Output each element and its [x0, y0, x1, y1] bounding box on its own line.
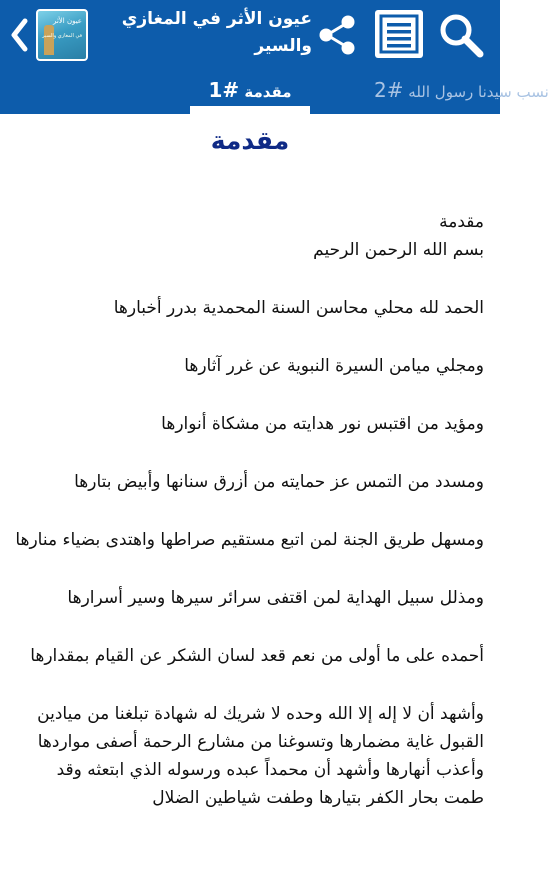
search-icon: [436, 10, 486, 60]
book-cover-thumbnail[interactable]: [36, 9, 88, 61]
paragraph: ومسهل طريق الجنة لمن اتبع مستقيم صراطها واهتدى بضياء منارها: [15, 530, 484, 550]
cover-art-tower: [44, 25, 54, 55]
paragraph: بسم الله الرحمن الرحيم: [313, 240, 484, 260]
chevron-left-icon: [10, 17, 30, 53]
tab-number: #2: [374, 78, 404, 102]
app-title: عيون الأثر في المغازي والسير: [121, 9, 312, 56]
chapter-text: [12, 208, 484, 842]
chapter-content[interactable]: [0, 114, 500, 889]
tab-chapter-2[interactable]: [374, 70, 549, 114]
back-button[interactable]: [8, 14, 32, 56]
paragraph: ومجلي ميامن السيرة النبوية عن غرر آثارها: [184, 356, 484, 376]
paragraph: ومذلل سبيل الهداية لمن اقتفى سرائر سيرها وسير أسرارها: [67, 588, 484, 608]
paragraph: ومؤيد من اقتبس نور هدايته من مشكاة أنوارها: [161, 414, 484, 434]
tab-label: نسب سيدنا رسول الله: [408, 83, 549, 101]
cover-title: عيون الأثر: [52, 17, 82, 25]
tab-number: #1: [208, 78, 240, 102]
paragraph: ومسدد من التمس عز حمايته من أزرق سنانها وأبيض بتارها: [74, 472, 484, 492]
tab-label: مقدمة: [244, 83, 292, 101]
active-tab-indicator: [190, 106, 310, 114]
paragraph: مقدمة: [439, 212, 484, 232]
share-button[interactable]: [314, 12, 360, 58]
search-button[interactable]: [436, 10, 486, 60]
list-menu-icon: [375, 10, 423, 58]
share-icon: [314, 12, 360, 58]
paragraph: الحمد لله محلي محاسن السنة المحمدية بدرر أخبارها: [113, 298, 484, 318]
cover-subtitle: في المغازي والسير: [42, 33, 82, 39]
paragraph: أحمده على ما أولى من نعم قعد لسان الشكر عن القيام بمقدارها: [30, 646, 484, 666]
paragraph: وأشهد أن لا إله إلا الله وحده لا شريك له شهادة تبلغنا من ميادين القبول غاية مضمارها وتسوغنا من مشارع الرحمة أصفى مواردها وأعذب أنهارها وأشهد أن محمداً عبده ورسوله الذي ابتعثه وقد طمت بحار الكفر بتيارها وطفت شياطين الضلال: [37, 704, 484, 808]
menu-button[interactable]: [375, 10, 423, 58]
chapter-heading: مقدمة: [210, 126, 290, 155]
app-header: [0, 0, 500, 70]
